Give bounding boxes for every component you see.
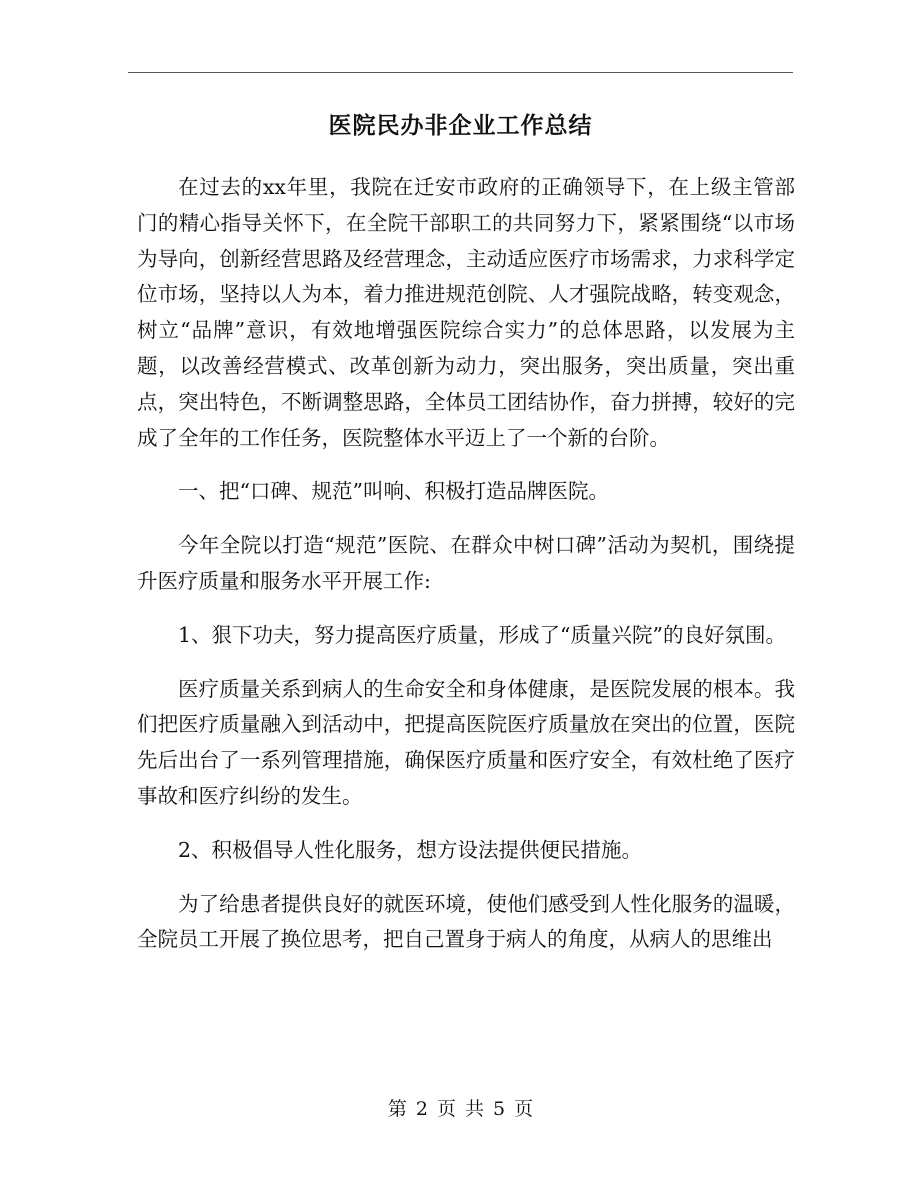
document-title: 医院民办非企业工作总结 — [328, 112, 593, 139]
section-heading-1: 一、把“口碑、规范”叫响、积极打造品牌医院。 — [178, 479, 609, 504]
subheading-1: 1、狠下功夫，努力提高医疗质量，形成了“质量兴院”的良好氛围。 — [178, 622, 787, 647]
paragraph-service: 为了给患者提供良好的就医环境，使他们感受到人性化服务的温暖，全院员工开展了换位思考，把自己置身于病人的角度，从病人的思维出 — [137, 891, 795, 952]
paragraph-quality: 医疗质量关系到病人的生命安全和身体健康，是医院发展的根本。我们把医疗质量融入到活动中，把提高医院医疗质量放在突出的位置，医院先后出台了一系列管理措施，确保医疗质量和医疗安全，有效杜绝了医疗事故和医疗纠纷的发生。 — [137, 676, 795, 808]
subheading-2: 2、积极倡导人性化服务，想方设法提供便民措施。 — [178, 837, 643, 862]
paragraph-intro: 在过去的xx年里，我院在迁安市政府的正确领导下，在上级主管部门的精心指导关怀下，在全院干部职工的共同努力下，紧紧围绕“以市场为导向，创新经营思路及经营理念，主动适应医疗市场需求，力求科学定位市场，坚持以人为本，着力推进规范创院、人才强院战略，转变观念，树立“品牌”意识，有效地增强医院综合实力”的总体思路，以发展为主题，以改善经营模式、改革创新为动力，突出服务，突出质量，突出重点，突出特色，不断调整思路，全体员工团结协作，奋力拼搏，较好的完成了全年的工作任务，医院整体水平迈上了一个新的台阶。 — [137, 175, 795, 450]
page-number-footer: 第 2 页 共 5 页 — [387, 1098, 534, 1120]
document-body — [137, 170, 795, 976]
header-rule — [128, 72, 793, 73]
paragraph-section-1: 今年全院以打造“规范”医院、在群众中树口碑”活动为契机，围绕提升医疗质量和服务水平开展工作: — [137, 533, 795, 593]
